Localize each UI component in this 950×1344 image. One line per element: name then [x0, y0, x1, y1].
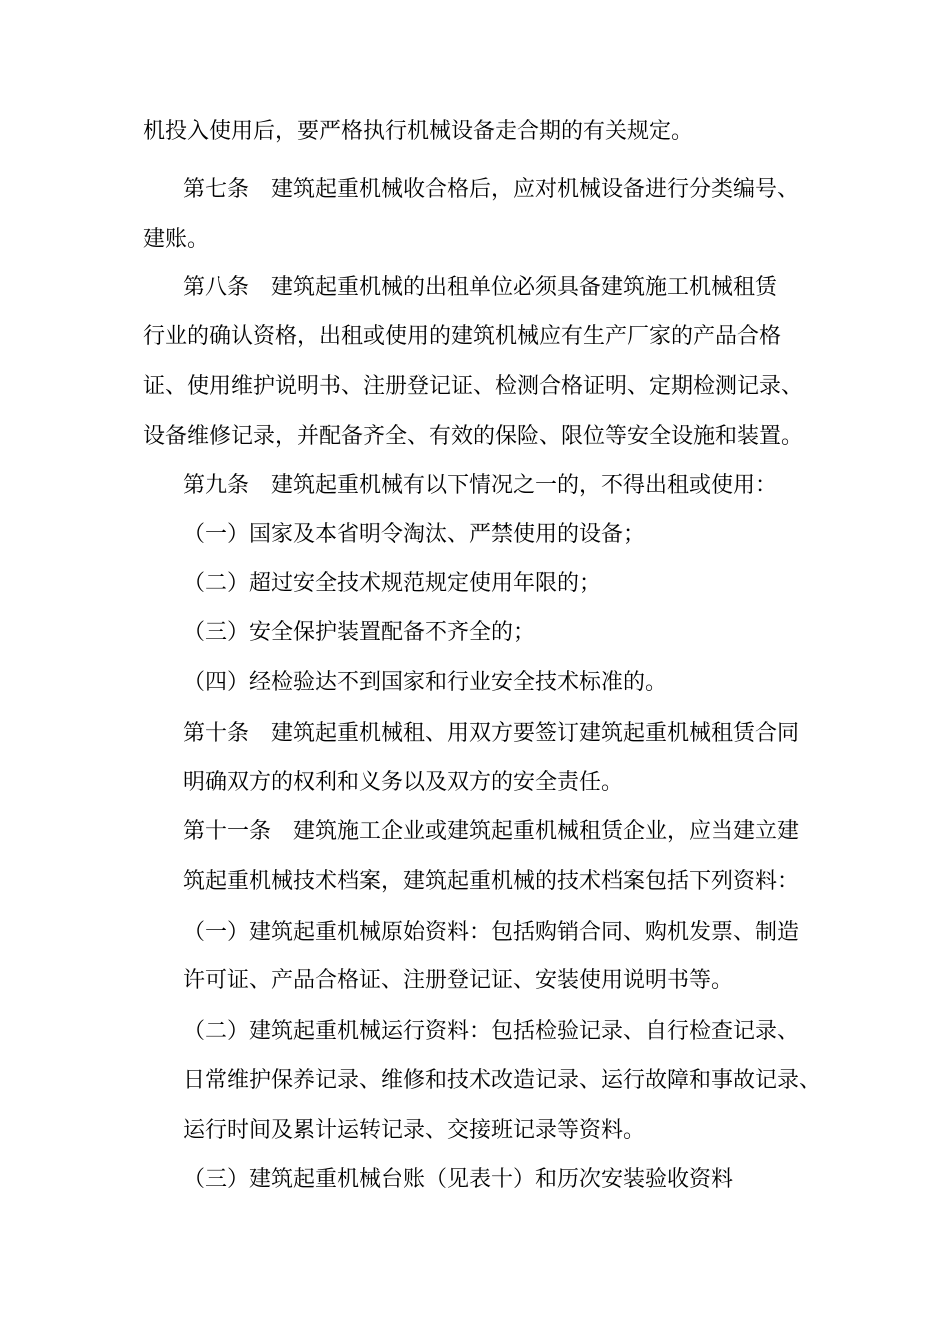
list-item: （一）建筑起重机械原始资料：包括购销合同、购机发票、制造	[183, 920, 800, 945]
list-item: （四）经检验达不到国家和行业安全技术标准的。	[183, 670, 668, 695]
text-line: 设备维修记录，并配备齐全、有效的保险、限位等安全设施和装置。	[143, 424, 804, 449]
text-line: 许可证、产品合格证、注册登记证、安装使用说明书等。	[183, 968, 734, 993]
text-line: 运行时间及累计运转记录、交接班记录等资料。	[183, 1118, 646, 1143]
article-9-line: 第九条 建筑起重机械有以下情况之一的，不得出租或使用：	[183, 473, 778, 498]
list-item: （二）超过安全技术规范规定使用年限的；	[183, 571, 602, 596]
list-item: （三）安全保护装置配备不齐全的；	[183, 620, 536, 645]
list-item: （二）建筑起重机械运行资料：包括检验记录、自行检查记录、	[183, 1019, 800, 1044]
text-line: 建账。	[143, 227, 210, 252]
text-line: 筑起重机械技术档案，建筑起重机械的技术档案包括下列资料：	[183, 869, 800, 894]
article-8-line: 第八条 建筑起重机械的出租单位必须具备建筑施工机械租赁	[183, 275, 778, 300]
text-line: 日常维护保养记录、维修和技术改造记录、运行故障和事故记录、	[183, 1068, 822, 1093]
text-line: 机投入使用后，要严格执行机械设备走合期的有关规定。	[143, 119, 694, 144]
list-item: （三）建筑起重机械台账（见表十）和历次安装验收资料	[183, 1167, 734, 1192]
text-line: 证、使用维护说明书、注册登记证、检测合格证明、定期检测记录、	[143, 374, 804, 399]
text-line: 行业的确认资格，出租或使用的建筑机械应有生产厂家的产品合格	[143, 324, 782, 349]
article-7-line: 第七条 建筑起重机械收合格后，应对机械设备进行分类编号、	[183, 177, 800, 202]
text-line: 明确双方的权利和义务以及双方的安全责任。	[183, 770, 624, 795]
list-item: （一）国家及本省明令淘汰、严禁使用的设备；	[183, 522, 646, 547]
article-10-line: 第十条 建筑起重机械租、用双方要签订建筑起重机械租赁合同	[183, 721, 800, 746]
article-11-line: 第十一条 建筑施工企业或建筑起重机械租赁企业，应当建立建	[183, 819, 800, 844]
